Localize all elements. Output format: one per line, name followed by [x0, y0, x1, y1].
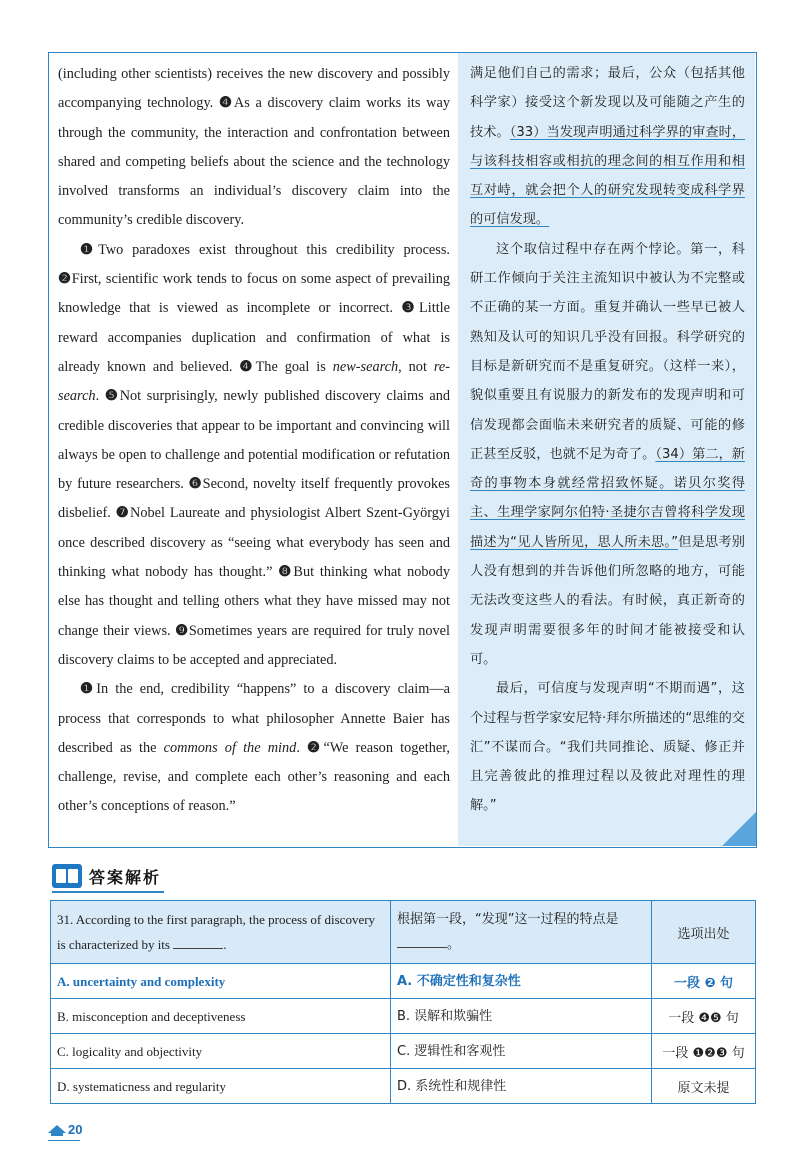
sentence: But thinking what nobody else has thought and telling others what they have missed may not change their views.	[58, 564, 450, 639]
english-paragraph-1	[58, 60, 450, 236]
sentence-marker: ❽	[278, 564, 294, 581]
option-source: 一段 ❶❷❸ 句	[652, 1034, 756, 1069]
translation-text: 满足他们自己的需求；最后，公众（包括其他科学家）接受这个新发现以及可能随之产生的技术。	[470, 66, 745, 140]
option-chinese: C. 逻辑性和客观性	[391, 1034, 652, 1069]
option-source: 一段 ❹❺ 句	[652, 999, 756, 1034]
option-row-d	[51, 1069, 756, 1104]
source-header: 选项出处	[652, 901, 756, 964]
english-paragraph-3	[58, 675, 450, 821]
chinese-paragraph-2	[470, 235, 745, 674]
option-english: A. uncertainty and complexity	[51, 964, 391, 999]
question-english: 31. According to the first paragraph, the process of discovery is characterized by its .	[51, 901, 391, 964]
sentence-marker: ❷	[307, 739, 324, 756]
underlined-translation: （33）当发现声明通过科学界的审查时，与该科技相容或相抗的理念间的相互作用和相互对峙，就会把个人的研究发现转变成科学界的可信发现。	[470, 124, 746, 228]
underlined-translation: （34）第二，新奇的事物本身就经常招致怀疑。诺贝尔奖得主、生理学家阿尔伯特·圣捷尔吉曾将科学发现描述为“见人皆所见，思人所未思。”	[470, 446, 745, 550]
sentence: Two paradoxes exist throughout this credibility process.	[98, 241, 450, 258]
sentence-marker: ❹	[239, 358, 256, 375]
italic-term: new-search	[332, 358, 399, 375]
sentence: First, scientific work tends to focus on some aspect of prevailing knowledge that is viewed as incomplete or incorrect.	[58, 271, 450, 317]
chinese-paragraph-1	[470, 59, 745, 235]
chinese-translation-panel	[458, 53, 755, 846]
answer-analysis-table	[50, 900, 756, 1104]
open-book-icon	[52, 864, 82, 888]
translation-text: 这个取信过程中存在两个悖论。第一，科研工作倾向于关注主流知识中被认为不完整或不正确的某一方面。重复并确认一些早已被人熟知及认可的知识几乎没有回报。科学研究的目标是新研究而不是重复研究。（这样一来），貌似重要且有说服力的新发布的发现声明和可信发现都会面临未来研究者的质疑、可能的修正甚至反驳，也就不足为奇了。	[470, 241, 745, 462]
sentence-marker: ❾	[175, 622, 189, 639]
sentence: In the end, credibility “happens” to a discovery claim—a process that corresponds to what philosopher Annette Baier has described as the	[58, 681, 450, 756]
sentence: Little reward accompanies duplication and confirmation of what is already known and believed.	[58, 300, 450, 375]
italic-term: commons of the mind	[163, 739, 297, 756]
sentence-marker: ❶	[80, 681, 97, 698]
sentence: Second, novelty itself frequently provokes disbelief.	[58, 476, 450, 522]
sentence-marker: ❸	[401, 300, 420, 317]
option-source: 一段 ❷ 句	[652, 964, 756, 999]
option-source: 原文未提	[652, 1069, 756, 1104]
option-row-b	[51, 999, 756, 1034]
english-paragraph-2	[58, 236, 450, 675]
italic-term: re-search	[58, 358, 450, 405]
sentence: Nobel Laureate and physiologist Albert Szent-Györgyi once described discovery as “seeing what everybody has seen and thinking what nobody has thought.”	[58, 505, 450, 581]
option-row-a	[51, 964, 756, 999]
sentence-marker: ❹	[218, 95, 234, 112]
translation-text: 最后，可信度与发现声明“不期而遇”，这个过程与哲学家安尼特·拜尔所描述的“思维的交汇”不谋而合。“我们共同推论、质疑、修正并且完善彼此的推理过程以及彼此对理性的理解。”	[470, 681, 745, 814]
sentence-marker: ❻	[188, 476, 203, 493]
option-english: B. misconception and deceptiveness	[51, 999, 391, 1034]
option-chinese: D. 系统性和规律性	[391, 1069, 652, 1104]
option-english: C. logicality and objectivity	[51, 1034, 391, 1069]
page-number: 20	[68, 1122, 83, 1137]
sentence: The goal is	[255, 358, 333, 375]
page-number-underline	[48, 1140, 80, 1141]
sentence: .	[95, 388, 105, 405]
answer-blank	[173, 936, 223, 949]
chinese-paragraph-3	[470, 674, 745, 820]
sentence: , not	[398, 358, 434, 375]
sentence: Not surprisingly, newly published discovery claims and credible discoveries that appear to be important and convincing will always be open to challenge and potential modification or refutation by future researchers.	[58, 388, 450, 493]
sentence: .	[296, 739, 308, 756]
sentence: (including other scientists) receives the new discovery and possibly accompanying technology.	[58, 66, 450, 112]
option-row-c	[51, 1034, 756, 1069]
option-chinese: B. 误解和欺骗性	[391, 999, 652, 1034]
question-chinese: 根据第一段，“发现”这一过程的特点是。	[391, 901, 652, 964]
sentence-marker: ❶	[80, 241, 99, 258]
option-english: D. systematicness and regularity	[51, 1069, 391, 1104]
question-row	[51, 901, 756, 964]
sentence: Sometimes years are required for truly novel discovery claims to be accepted and appreciated.	[58, 622, 450, 668]
page-corner-fold	[722, 812, 756, 846]
option-chinese: A. 不确定性和复杂性	[391, 964, 652, 999]
section-title: 答案解析	[89, 868, 162, 887]
sentence: As a discovery claim works its way through the community, the interaction and confrontation between shared and competing beliefs about the science and the technology involved transforms an individual’s discovery claim into the community’s credible discovery.	[58, 95, 450, 229]
section-underline	[52, 891, 164, 893]
translation-text: 但是思考别人没有想到的并告诉他们所忽略的地方，可能无法改变这些人的看法。有时候，真正新奇的发现声明需要很多年的时间才能被接受和认可。	[470, 534, 745, 667]
graduation-cap-icon	[48, 1125, 66, 1133]
sentence-marker: ❼	[115, 505, 130, 522]
sentence: “We reason together, challenge, revise, and complete each other’s reasoning and each other’s conceptions of reason.”	[58, 739, 450, 815]
english-passage	[58, 60, 450, 822]
sentence-marker: ❺	[104, 388, 120, 405]
sentence-marker: ❷	[58, 271, 72, 288]
answer-blank	[397, 935, 447, 948]
